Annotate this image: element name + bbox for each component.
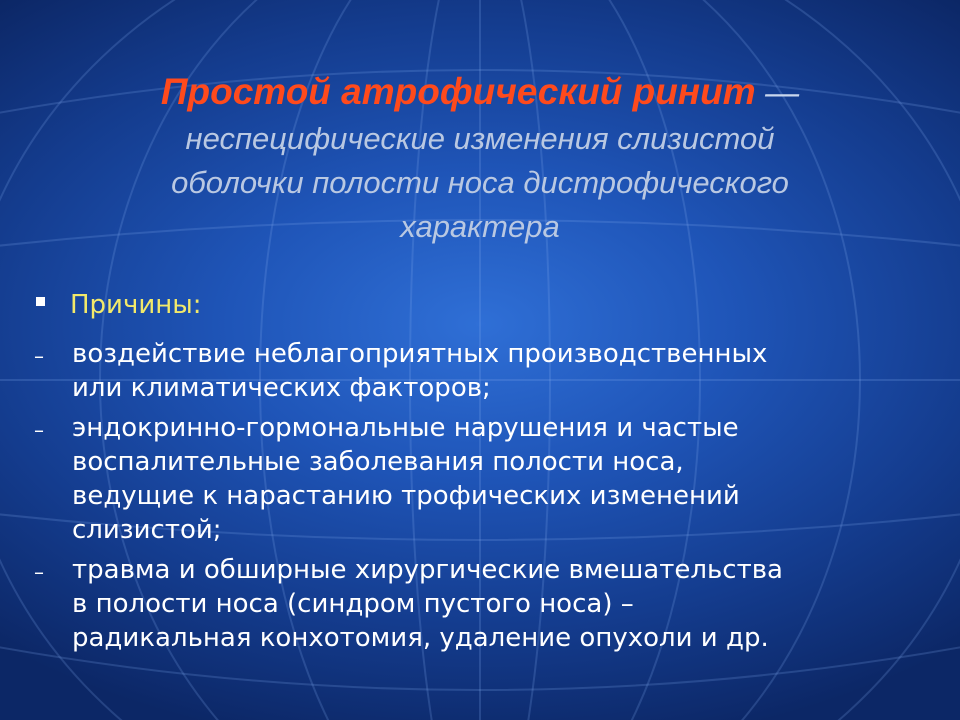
causes-section	[34, 287, 934, 655]
dash-marker: –	[34, 344, 44, 368]
cause-text-1: воздействие неблагоприятных производственных или климатических факторов;	[72, 339, 768, 403]
title-main: Простой атрофический ринит	[160, 71, 756, 112]
cause-item-1	[34, 337, 934, 405]
title-line	[80, 68, 880, 117]
subtitle-line-3: характера	[400, 209, 560, 244]
subtitle-line-1: неспецифические изменения слизистой	[185, 121, 775, 156]
slide-title-block	[80, 68, 880, 249]
square-bullet-icon	[36, 297, 45, 306]
title-dash: —	[755, 74, 800, 112]
subtitle-line-2: оболочки полости носа дистрофического	[171, 165, 789, 200]
cause-text-3: травма и обширные хирургические вмешательства в полости носа (синдром пустого носа) – радикальная конхотомия, удаление опухоли и др.	[72, 555, 783, 653]
cause-item-3	[34, 553, 934, 655]
causes-label: Причины:	[70, 290, 202, 320]
cause-item-2	[34, 411, 934, 547]
causes-heading	[34, 287, 934, 331]
cause-text-2: эндокринно-гормональные нарушения и частые воспалительные заболевания полости носа, ведущие к нарастанию трофических изменений слизистой;	[72, 413, 740, 545]
dash-marker: –	[34, 560, 44, 584]
dash-marker: –	[34, 418, 44, 442]
